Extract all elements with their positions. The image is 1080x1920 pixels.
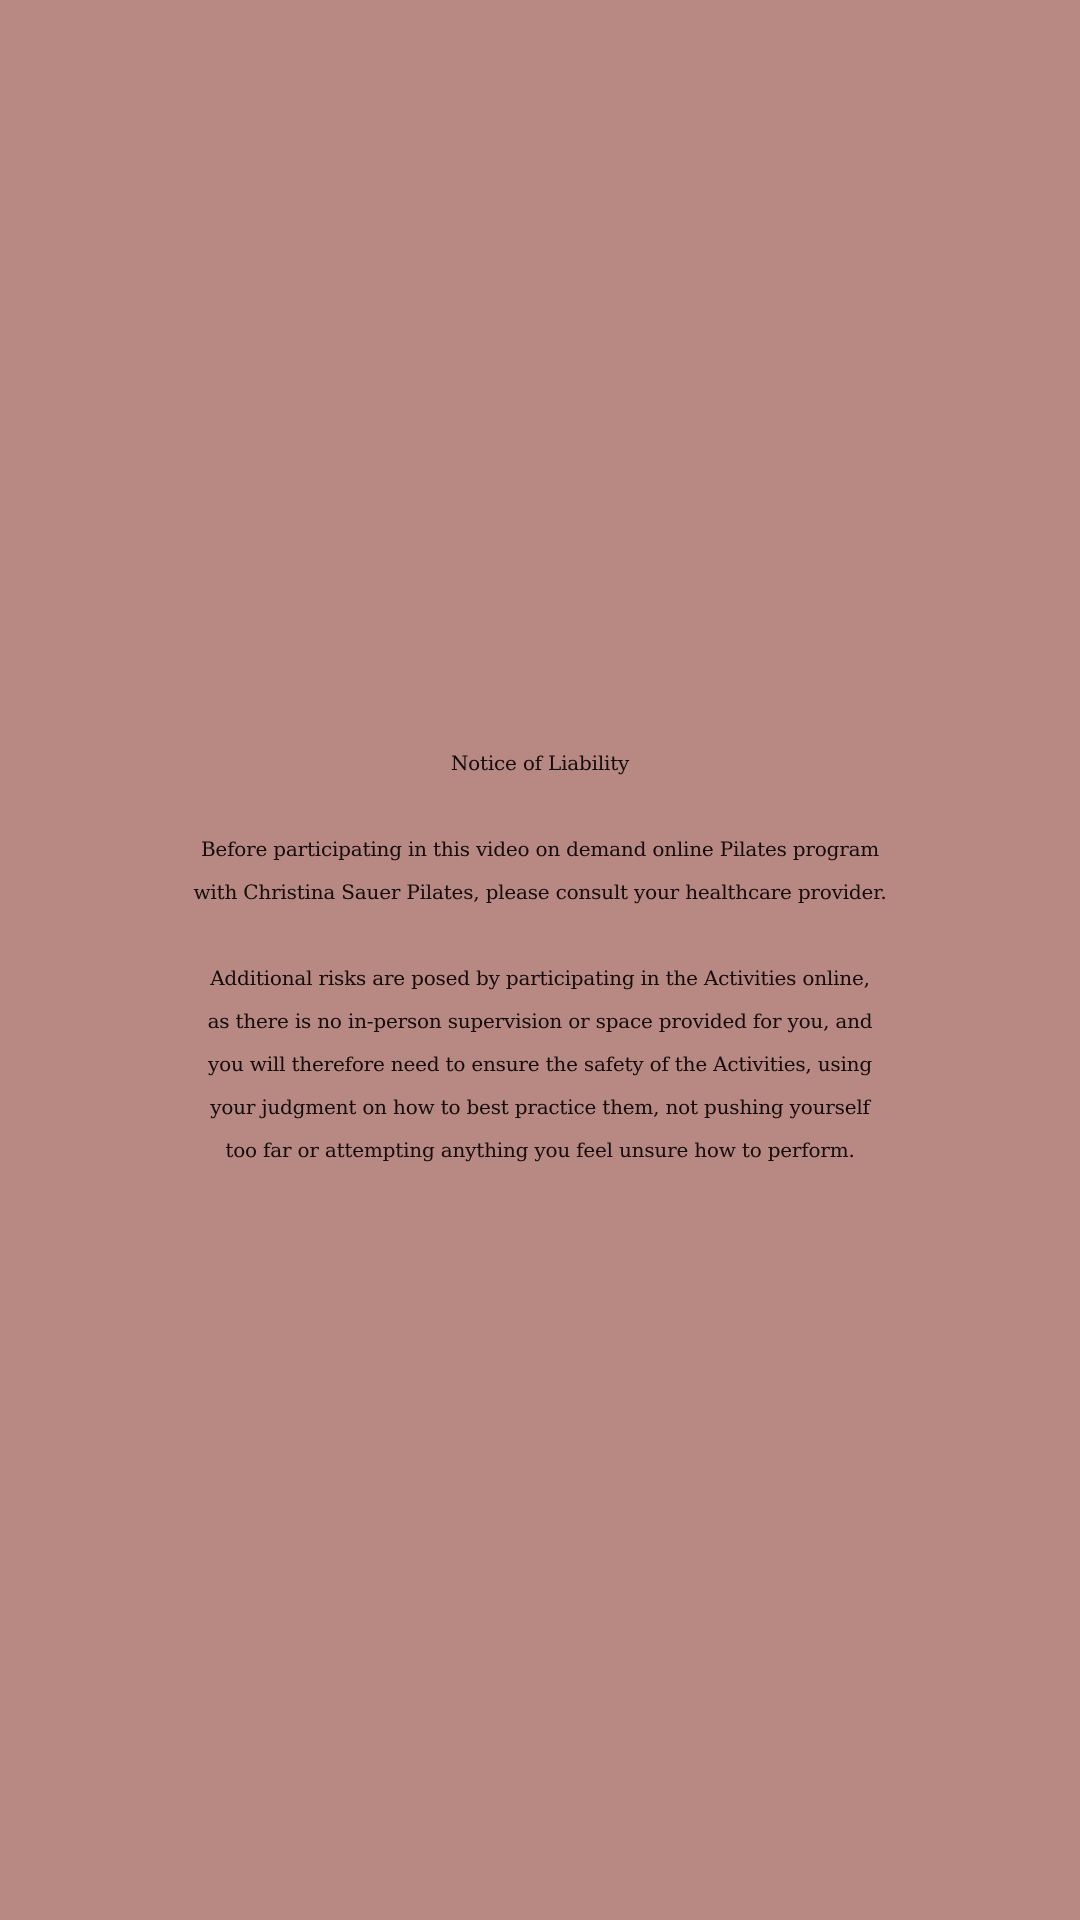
consult-provider-paragraph	[0, 828, 1080, 914]
paragraph-line: as there is no in-person supervision or space provided for you, and	[207, 1009, 873, 1033]
paragraph-line: with Christina Sauer Pilates, please consult your healthcare provider.	[193, 880, 887, 904]
notice-title: Notice of Liability	[450, 751, 630, 775]
liability-notice	[0, 742, 1080, 1172]
paragraph-line: Before participating in this video on demand online Pilates program	[200, 837, 880, 861]
paragraph-line: you will therefore need to ensure the safety of the Activities, using	[208, 1052, 872, 1076]
additional-risks-paragraph	[0, 957, 1080, 1172]
paragraph-line: too far or attempting anything you feel unsure how to perform.	[225, 1138, 855, 1162]
spacer	[0, 785, 1080, 828]
paragraph-line: Additional risks are posed by participating in the Activities online,	[210, 966, 870, 990]
paragraph-line: your judgment on how to best practice them, not pushing yourself	[210, 1095, 870, 1119]
spacer	[0, 914, 1080, 957]
